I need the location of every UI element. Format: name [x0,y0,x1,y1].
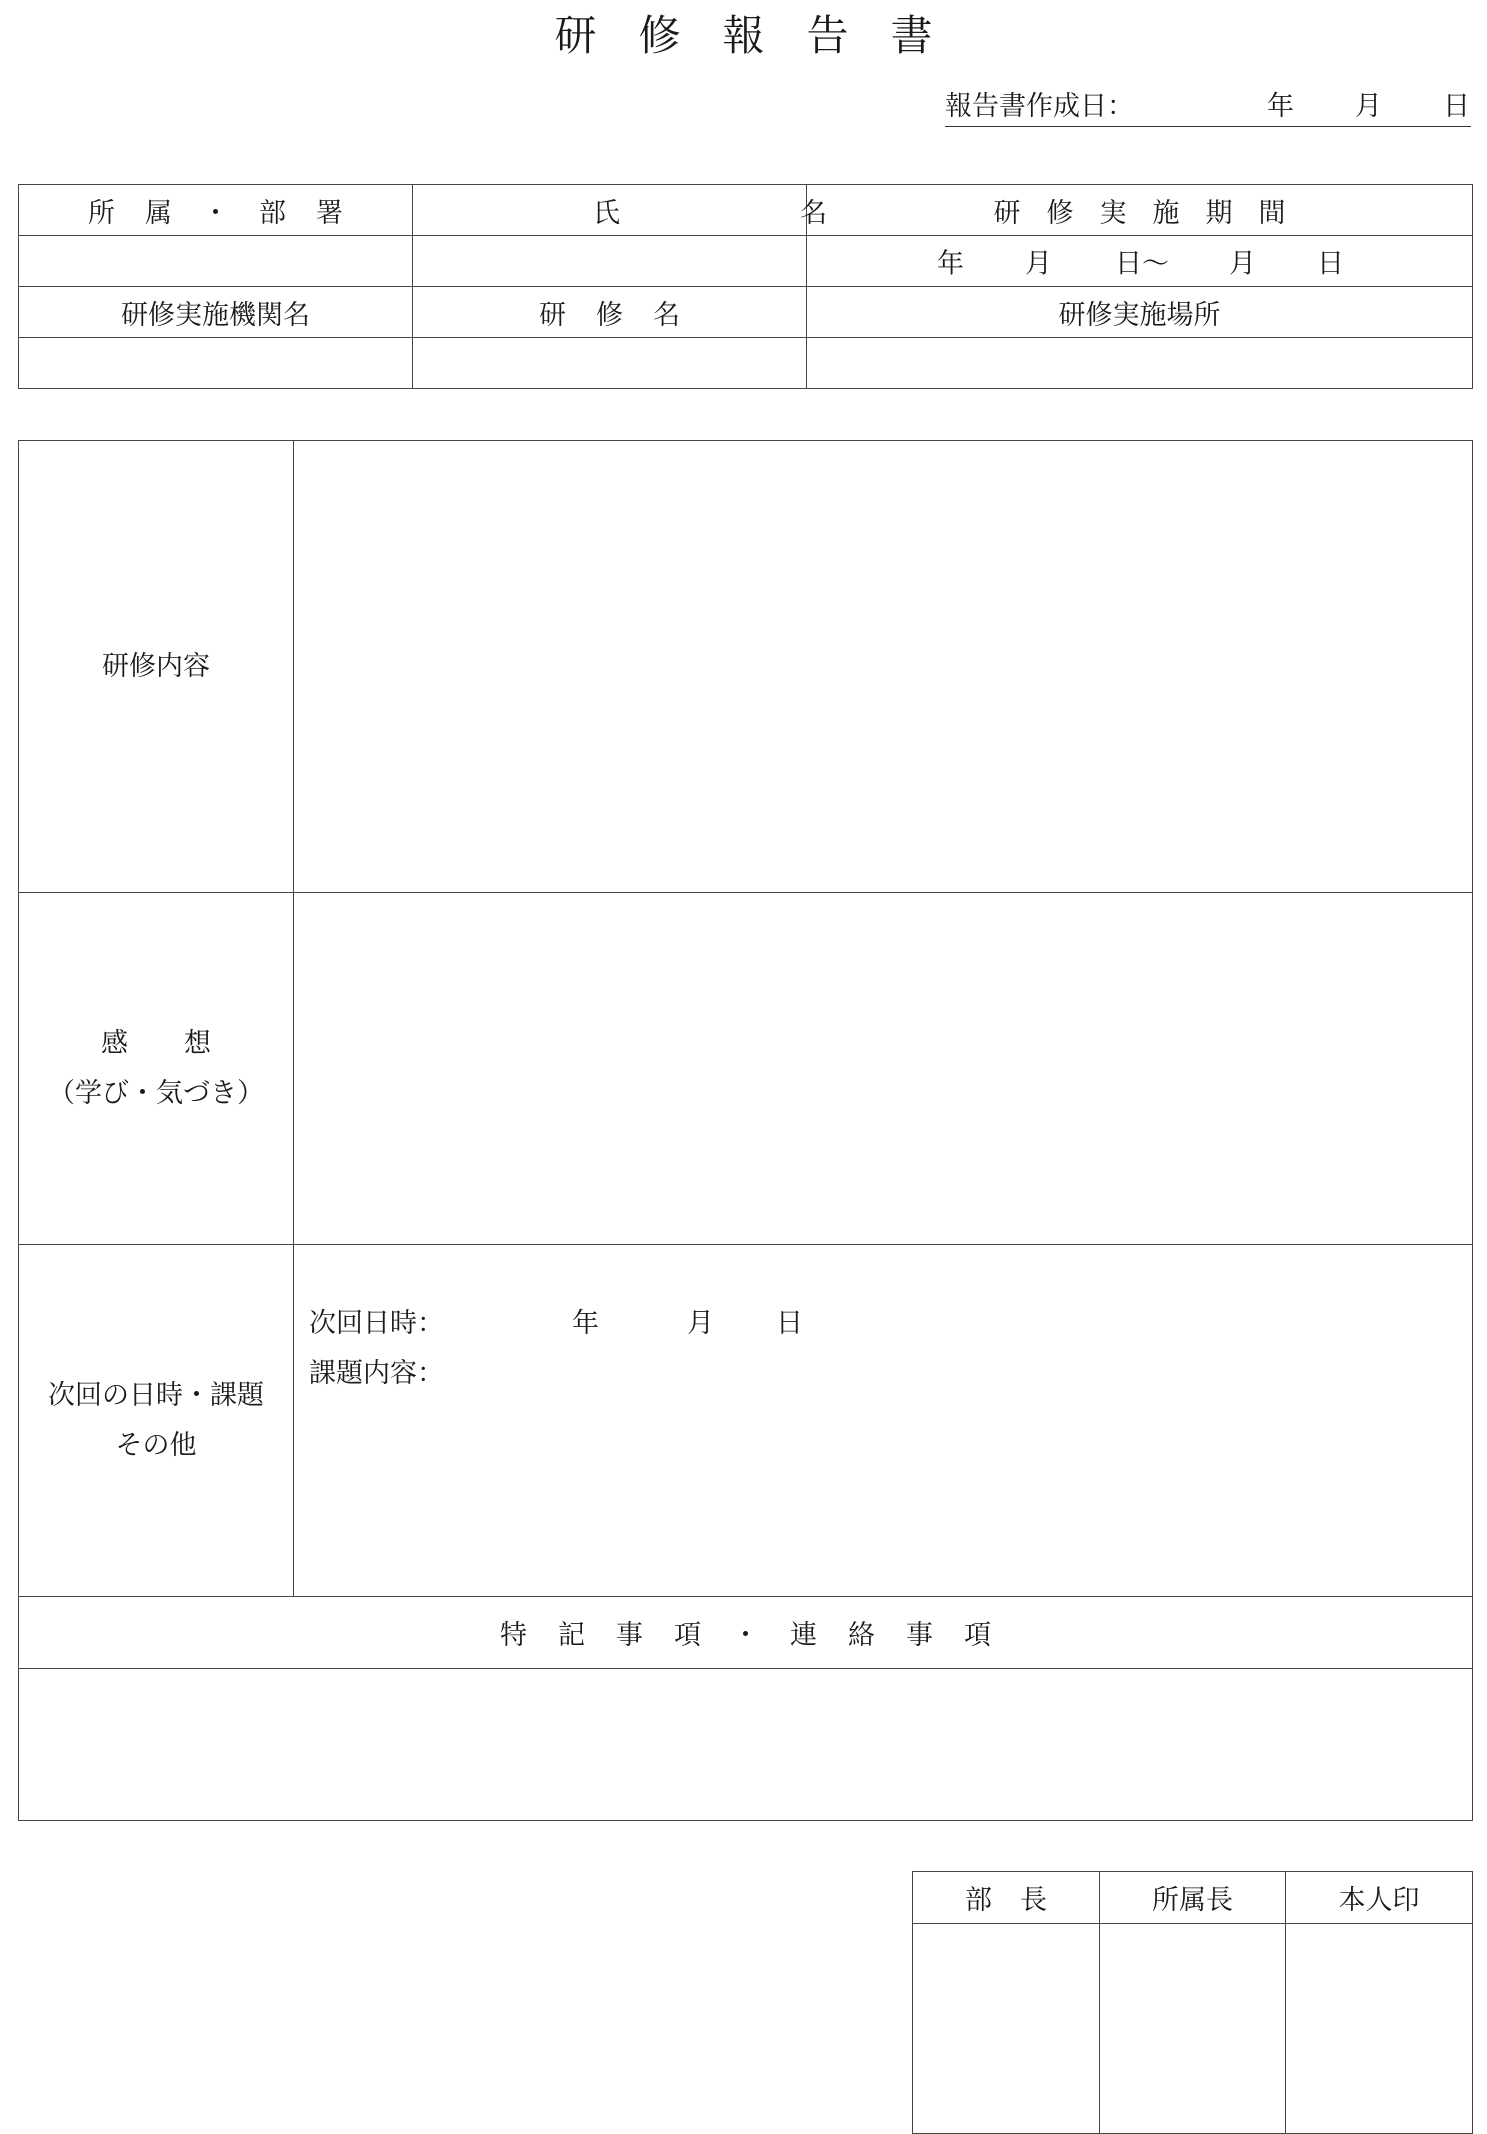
impressions-field[interactable] [294,893,1473,1245]
location-header: 研修実施場所 [807,287,1473,338]
dept-head-stamp-box[interactable] [913,1924,1100,2134]
training-name-cell[interactable] [413,338,807,389]
training-content-field[interactable] [294,441,1473,893]
report-date-day: 日 [1443,91,1470,122]
section-head-header: 所属長 [1100,1872,1286,1924]
info-table [18,184,1473,389]
next-topic-label: 課題内容： [309,1358,444,1389]
content-table [18,440,1473,1821]
training-name-header: 研修名 [413,287,807,338]
location-cell[interactable] [807,338,1473,389]
notes-header: 特記事項・連絡事項 [19,1597,1473,1669]
next-datetime-month: 月 [687,1308,714,1339]
next-session-label-line1: 次回の日時・課題 [48,1379,264,1411]
document-title: 研修報告書 [554,11,975,60]
next-datetime-label: 次回日時： [309,1308,444,1339]
next-session-label [19,1245,294,1597]
stamp-table [912,1871,1473,2134]
next-datetime-day: 日 [776,1308,803,1339]
notes-field[interactable] [19,1669,1473,1821]
period-cell[interactable] [807,236,1473,287]
period-month-end: 月 [1229,248,1256,280]
report-date-line [945,88,1471,127]
self-seal-header: 本人印 [1286,1872,1473,1924]
period-month-start: 月 [1025,248,1052,280]
period-day-end: 日 [1317,248,1344,280]
department-header: 所属・部署 [19,185,413,236]
report-date-year: 年 [1267,91,1294,122]
institution-header: 研修実施機関名 [19,287,413,338]
institution-cell[interactable] [19,338,413,389]
impressions-label-line1: 感想 [101,1027,267,1059]
impressions-label [19,893,294,1245]
training-content-label: 研修内容 [19,441,294,893]
department-cell[interactable] [19,236,413,287]
dept-head-header: 部長 [913,1872,1100,1924]
next-session-label-line2: その他 [115,1429,197,1461]
period-year: 年 [937,248,964,280]
report-date-label: 報告書作成日： [945,91,1134,122]
next-session-field[interactable] [294,1245,1473,1597]
impressions-label-line2: （学び・気づき） [48,1077,264,1109]
name-cell[interactable] [413,236,807,287]
self-seal-stamp-box[interactable] [1286,1924,1473,2134]
name-header: 氏名 [413,185,807,236]
period-day-range: 日～ [1115,248,1169,280]
next-datetime-year: 年 [572,1308,599,1339]
section-head-stamp-box[interactable] [1100,1924,1286,2134]
report-date-month: 月 [1355,91,1382,122]
period-header: 研修実施期間 [807,185,1473,236]
